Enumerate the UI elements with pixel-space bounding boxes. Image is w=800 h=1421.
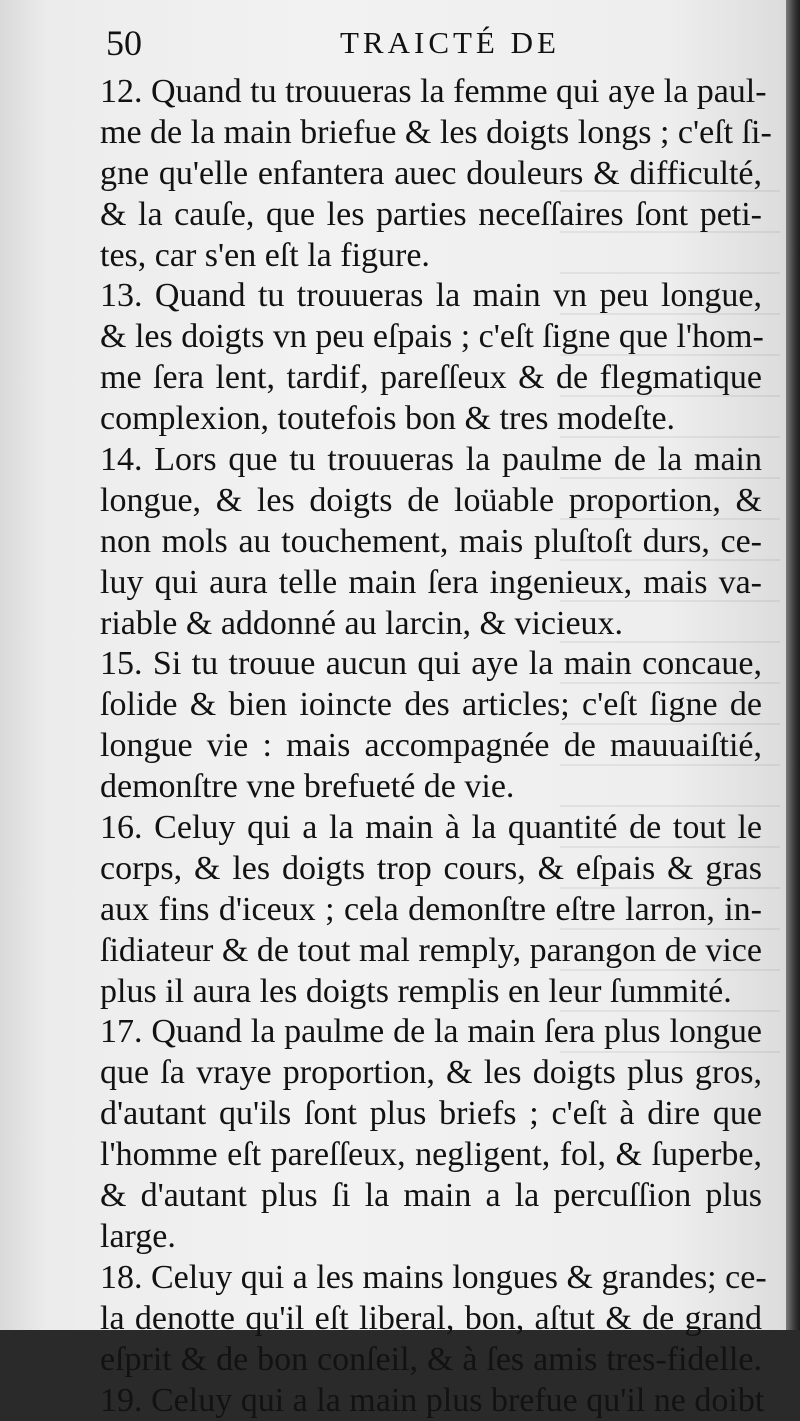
text-line: la denotte qu'il eſt liberal, bon, aſtut & de grand xyxy=(100,1299,762,1340)
text-line: large. xyxy=(100,1217,762,1258)
text-line: & d'autant plus ſi la main a la percuſſion plus xyxy=(100,1176,762,1217)
text-line: eſprit & de bon conſeil, & à ſes amis tres-fidelle. xyxy=(100,1340,762,1381)
text-line: 16. Celuy qui a la main à la quantité de tout le xyxy=(100,808,762,849)
text-line: non mols au touchement, mais pluſtoſt durs, ce- xyxy=(100,522,762,563)
text-line: 12. Quand tu trouueras la femme qui aye la paul- xyxy=(100,72,762,113)
text-line: ſolide & bien ioincte des articles; c'eſt ſigne de xyxy=(100,685,762,726)
body-text xyxy=(100,72,762,1421)
text-line: 17. Quand la paulme de la main ſera plus longue xyxy=(100,1012,762,1053)
text-line: riable & addonné au larcin, & vicieux. xyxy=(100,604,762,645)
text-line: 14. Lors que tu trouueras la paulme de la main xyxy=(100,440,762,481)
text-line: me de la main briefue & les doigts longs ; c'eſt ſi- xyxy=(100,113,762,154)
text-line: luy qui aura telle main ſera ingenieux, mais va- xyxy=(100,563,762,604)
text-line: 18. Celuy qui a les mains longues & grandes; ce- xyxy=(100,1258,762,1299)
text-line: 19. Celuy qui a la main plus brefue qu'il ne doibt xyxy=(100,1381,762,1421)
text-line: que ſa vraye proportion, & les doigts plus gros, xyxy=(100,1053,762,1094)
text-line: plus il aura les doigts remplis en leur ſummité. xyxy=(100,972,762,1013)
running-title: TRAICTÉ DE xyxy=(340,18,560,68)
page-number: 50 xyxy=(106,18,142,68)
text-line: l'homme eſt pareſſeux, negligent, fol, & ſuperbe, xyxy=(100,1135,762,1176)
text-line: ſidiateur & de tout mal remply, parangon de vice xyxy=(100,931,762,972)
text-line: aux fins d'iceux ; cela demonſtre eſtre larron, in- xyxy=(100,890,762,931)
text-line: gne qu'elle enfantera auec douleurs & difficulté, xyxy=(100,154,762,195)
text-line: & les doigts vn peu eſpais ; c'eſt ſigne que l'hom- xyxy=(100,317,762,358)
text-line: & la cauſe, que les parties neceſſaires ſont peti- xyxy=(100,195,762,236)
text-line: d'autant qu'ils ſont plus briefs ; c'eſt à dire que xyxy=(100,1094,762,1135)
text-line: corps, & les doigts trop cours, & eſpais & gras xyxy=(100,849,762,890)
text-line: 15. Si tu trouue aucun qui aye la main concaue, xyxy=(100,644,762,685)
text-line: demonſtre vne brefueté de vie. xyxy=(100,767,762,808)
page-header xyxy=(100,18,760,68)
text-line: longue vie : mais accompagnée de mauuaiſtié, xyxy=(100,726,762,767)
text-line: me ſera lent, tardif, pareſſeux & de flegmatique xyxy=(100,358,762,399)
text-line: longue, & les doigts de loüable proportion, & xyxy=(100,481,762,522)
page-edge-shadow xyxy=(786,0,800,1330)
text-line: complexion, toutefois bon & tres modeſte. xyxy=(100,399,762,440)
text-line: 13. Quand tu trouueras la main vn peu longue, xyxy=(100,276,762,317)
text-line: tes, car s'en eſt la figure. xyxy=(100,236,762,277)
